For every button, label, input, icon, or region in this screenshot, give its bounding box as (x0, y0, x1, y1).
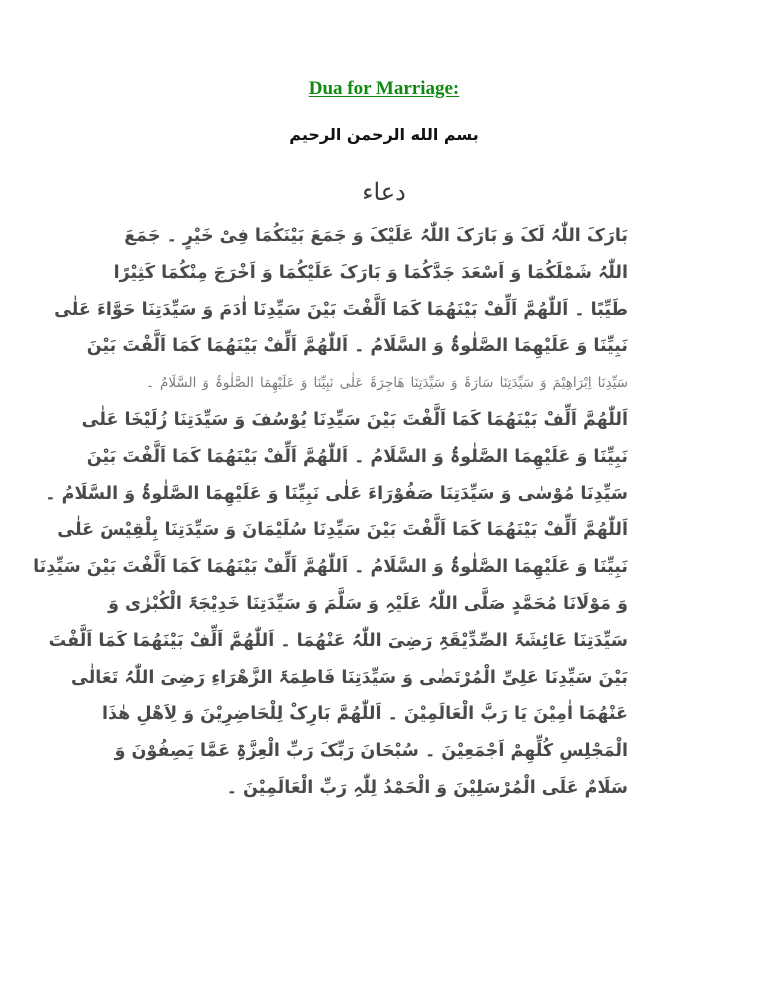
dua-line: نَبِیِّنَا وَ عَلَیْھِمَا الصَّلٰوۃُ وَ السَّلَامُ ۔ اَللّٰھُمَّ اَلِّفْ بَیْنَھُمَا کَمَا اَلَّفْتَ بَیْنَ (86, 446, 628, 467)
dua-line: اَللّٰھُمَّ اَلِّفْ بَیْنَھُمَا کَمَا اَلَّفْتَ بَیْنَ سَیِّدِنَا یُوْسُفَ وَ سَیِّدَتِنَا زُلَیْخَا عَلٰی (81, 409, 628, 430)
dua-line: نَبِیِّنَا وَ عَلَیْھِمَا الصَّلٰوۃُ وَ السَّلَامُ ۔ اَللّٰھُمَّ اَلِّفْ بَیْنَھُمَا کَمَا اَلَّفْتَ بَیْنَ سَیِّدِنَا (33, 557, 628, 578)
dua-line: سَیِّدَتِنَا عَائِشَۃَ الصِّدِّیْقَۃِ رَضِیَ اللّٰہُ عَنْھُمَا ۔ اَللّٰھُمَّ اَلِّفْ بَیْنَھُمَا کَمَا اَلَّفْتَ (48, 630, 628, 651)
dua-line: سَیِّدِنَا مُوْسٰی وَ سَیِّدَتِنَا صَفُوْرَاءَ عَلٰی نَبِیِّنَا وَ عَلَیْھِمَا الصَّلٰوۃُ وَ السَّلَامُ ۔ (45, 483, 628, 504)
dua-line: نَبِیِّنَا وَ عَلَیْھِمَا الصَّلٰوۃُ وَ السَّلَامُ ۔ اَللّٰھُمَّ اَلِّفْ بَیْنَھُمَا کَمَا اَلَّفْتَ بَیْنَ (86, 336, 628, 357)
dua-line: طَیِّبًا ۔ اَللّٰھُمَّ اَلِّفْ بَیْنَھُمَا کَمَا اَلَّفْتَ بَیْنَ سَیِّدِنَا اٰدَمَ وَ سَیِّدَتِنَا حَوَّاءَ عَلٰی (54, 299, 628, 320)
dua-line: سَلَامٌ عَلَی الْمُرْسَلِیْنَ وَ الْحَمْدُ لِلّٰہِ رَبِّ الْعَالَمِیْنَ ۔ (226, 777, 628, 798)
dua-line: عَنْھُمَا اٰمِیْنَ یَا رَبَّ الْعَالَمِیْنَ ۔ اَللّٰھُمَّ بَارِکْ لِلْحَاضِرِیْنَ وَ لِاَھْلِ ھٰذَا (101, 704, 628, 725)
dua-line: الْمَجْلِسِ کُلِّھِمْ اَجْمَعِیْنَ ۔ سُبْحَانَ رَبِّکَ رَبِّ الْعِزَّۃِ عَمَّا یَصِفُوْنَ وَ (114, 741, 628, 762)
dua-line: بَارَکَ اللّٰہُ لَکَ وَ بَارَکَ اللّٰہُ عَلَیْکَ وَ جَمَعَ بَیْنَکُمَا فِیْ خَیْرٍ ۔ جَمَعَ (124, 226, 628, 246)
dua-line: وَ مَوْلَانَا مُحَمَّدٍ صَلَّی اللّٰہُ عَلَیْہِ وَ سَلَّمَ وَ سَیِّدَتِنَا خَدِیْجَۃَ الْکُبْرٰی وَ (108, 593, 628, 614)
dua-line: اللّٰہُ شَمْلَکُمَا وَ اَسْعَدَ جَدَّکُمَا وَ بَارَکَ عَلَیْکُمَا وَ اَخْرَجَ مِنْکُمَا کَثِیْرًا (113, 262, 628, 283)
dua-line: سَیِّدِنَا اِبْرَاھِیْمَ وَ سَیِّدَتِنَا سَارَۃَ وَ سَیِّدَتِنَا ھَاجِرَۃَ عَلٰی نَبِیِّنَا وَ عَلَیْھِمَا الصَّلٰوۃُ وَ السَّلَامُ ۔ (146, 375, 628, 392)
bismillah-heading: بسم الله الرحمن الرحيم (289, 125, 479, 144)
page-title: Dua for Marriage: (308, 78, 460, 99)
dua-line: اَللّٰھُمَّ اَلِّفْ بَیْنَھُمَا کَمَا اَلَّفْتَ بَیْنَ سَیِّدِنَا سُلَیْمَانَ وَ سَیِّدَتِنَا بِلْقِیْسَ عَلٰی (57, 520, 628, 541)
dua-heading: دعاء (362, 178, 406, 206)
dua-line: بَیْنَ سَیِّدِنَا عَلِیِّ الْمُرْتَضٰی وَ سَیِّدَتِنَا فَاطِمَۃَ الزَّھْرَاءِ رَضِیَ اللّٰہُ تَعَالٰی (70, 667, 628, 688)
dua-text-block (33, 218, 628, 798)
